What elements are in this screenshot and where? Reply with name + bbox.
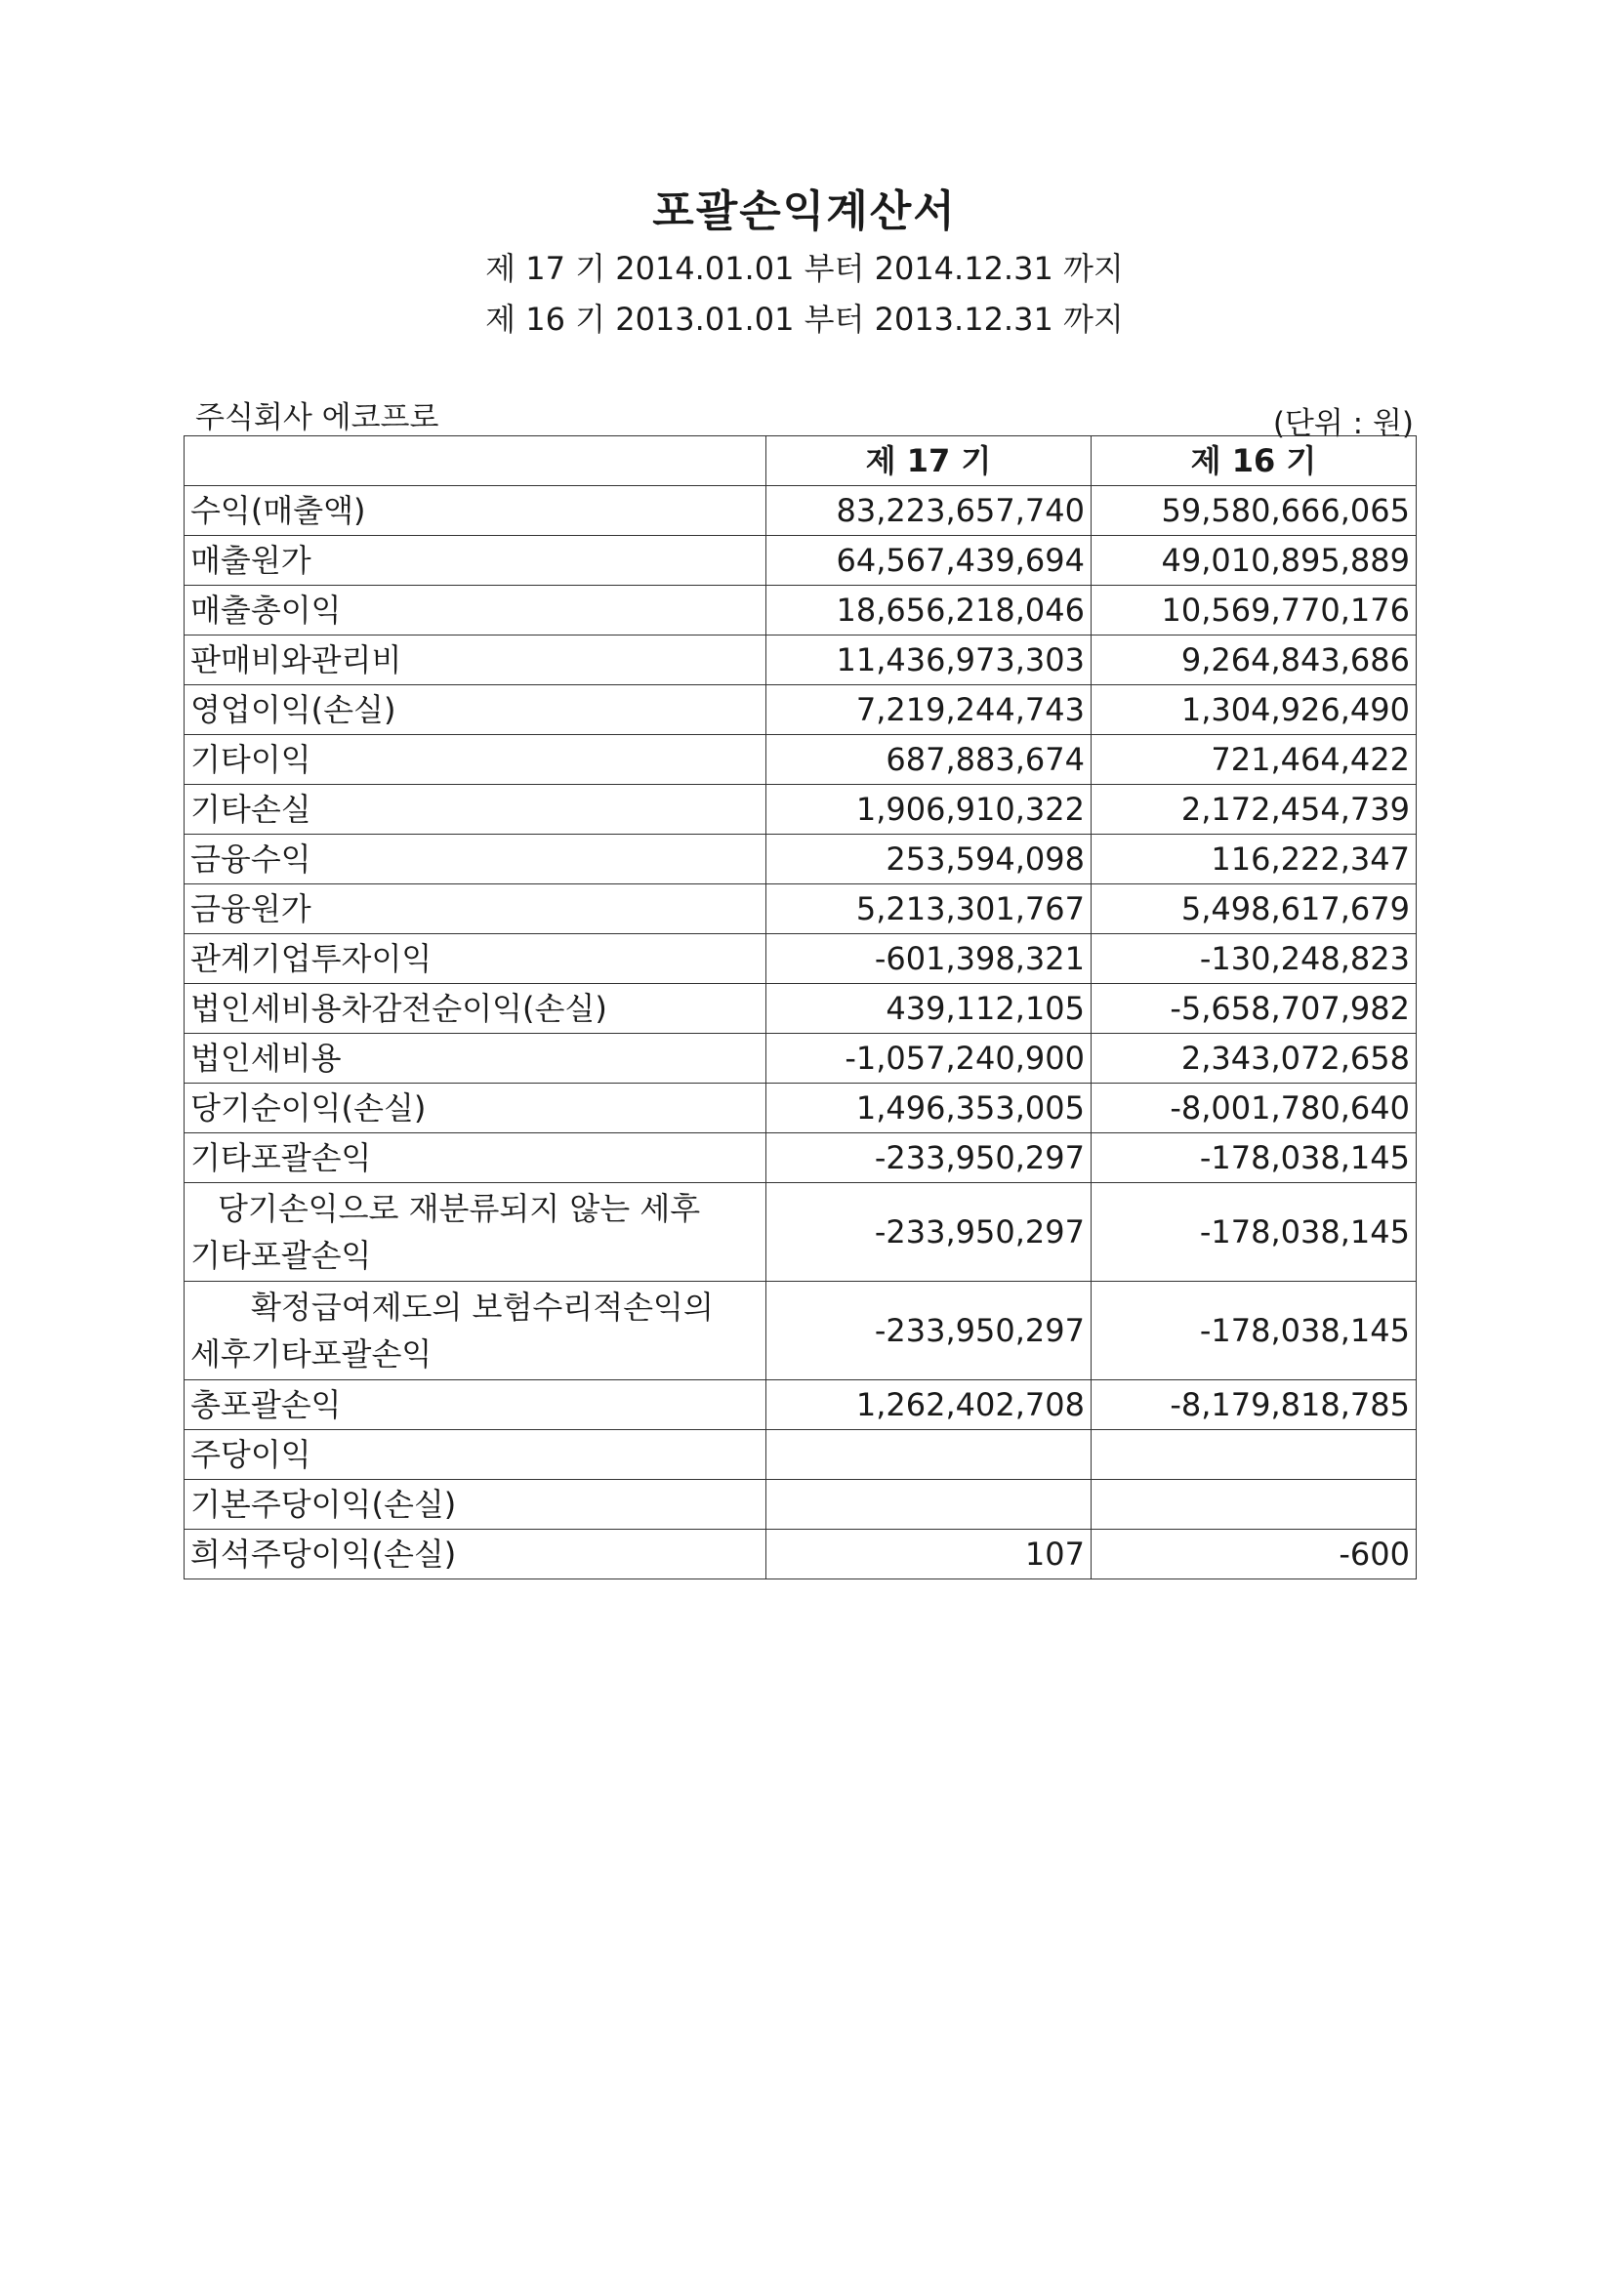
row-label: 기본주당이익(손실): [185, 1480, 766, 1530]
row-label: [185, 1282, 766, 1380]
period-prior: 제 16 기 2013.01.01 부터 2013.12.31 까지: [485, 301, 1124, 338]
header-current-period: 제 17 기: [766, 436, 1092, 486]
row-current-value: -1,057,240,900: [766, 1034, 1092, 1084]
table-row: [185, 636, 1417, 685]
table-row: [185, 1034, 1417, 1084]
row-prior-value: 5,498,617,679: [1092, 884, 1417, 934]
row-prior-value: 2,343,072,658: [1092, 1034, 1417, 1084]
row-prior-value: -178,038,145: [1092, 1133, 1417, 1183]
row-prior-value: 1,304,926,490: [1092, 685, 1417, 735]
row-prior-value: -8,179,818,785: [1092, 1380, 1417, 1430]
row-label: 기타포괄손익: [185, 1133, 766, 1183]
row-current-value: 1,262,402,708: [766, 1380, 1092, 1430]
table-row: [185, 785, 1417, 835]
row-prior-value: -5,658,707,982: [1092, 984, 1417, 1034]
row-prior-value: 9,264,843,686: [1092, 636, 1417, 685]
row-label-line-2: 기타포괄손익: [190, 1237, 372, 1274]
row-current-value: 5,213,301,767: [766, 884, 1092, 934]
company-name: 주식회사 에코프로: [195, 400, 439, 435]
row-label-line-1: 당기손익으로 재분류되지 않는 세후: [218, 1190, 701, 1227]
row-prior-value: [1092, 1430, 1417, 1480]
row-current-value: 687,883,674: [766, 735, 1092, 785]
row-current-value: 1,496,353,005: [766, 1084, 1092, 1133]
row-current-value: 83,223,657,740: [766, 486, 1092, 536]
row-label: 당기순이익(손실): [185, 1084, 766, 1133]
row-label: 금융수익: [185, 835, 766, 884]
table-row: [185, 934, 1417, 984]
table-row: [185, 1380, 1417, 1430]
table-row: [185, 1430, 1417, 1480]
row-label: 법인세비용차감전순이익(손실): [185, 984, 766, 1034]
table-row: [185, 1084, 1417, 1133]
row-current-value: 64,567,439,694: [766, 536, 1092, 586]
row-label: 매출총이익: [185, 586, 766, 636]
table-row: [185, 1282, 1417, 1380]
table-row: [185, 984, 1417, 1034]
row-prior-value: -130,248,823: [1092, 934, 1417, 984]
row-current-value: 107: [766, 1530, 1092, 1579]
row-label: 기타손실: [185, 785, 766, 835]
table-row: [185, 1133, 1417, 1183]
row-label-line-1: 확정급여제도의 보험수리적손익의: [251, 1289, 714, 1326]
header-label: [185, 436, 766, 486]
document-title: 포괄손익계산서: [652, 186, 957, 236]
row-label: 관계기업투자이익: [185, 934, 766, 984]
income-statement-table: [184, 435, 1417, 1579]
period-current: 제 17 기 2014.01.01 부터 2014.12.31 까지: [485, 250, 1124, 287]
row-prior-value: 10,569,770,176: [1092, 586, 1417, 636]
row-prior-value: 2,172,454,739: [1092, 785, 1417, 835]
row-label: 기타이익: [185, 735, 766, 785]
table-row: [185, 586, 1417, 636]
row-prior-value: 116,222,347: [1092, 835, 1417, 884]
table-row: [185, 536, 1417, 586]
row-current-value: -233,950,297: [766, 1133, 1092, 1183]
row-current-value: 253,594,098: [766, 835, 1092, 884]
row-label: [185, 1183, 766, 1282]
row-label: 법인세비용: [185, 1034, 766, 1084]
table-row: [185, 1480, 1417, 1530]
row-label-line-2: 세후기타포괄손익: [190, 1335, 433, 1373]
row-current-value: [766, 1430, 1092, 1480]
row-label: 영업이익(손실): [185, 685, 766, 735]
table-header-row: [185, 436, 1417, 486]
row-label: 금융원가: [185, 884, 766, 934]
table-row: [185, 486, 1417, 536]
row-prior-value: -8,001,780,640: [1092, 1084, 1417, 1133]
row-current-value: [766, 1480, 1092, 1530]
row-current-value: 439,112,105: [766, 984, 1092, 1034]
table-row: [185, 685, 1417, 735]
row-prior-value: 721,464,422: [1092, 735, 1417, 785]
row-current-value: -601,398,321: [766, 934, 1092, 984]
row-label: 수익(매출액): [185, 486, 766, 536]
row-current-value: -233,950,297: [766, 1183, 1092, 1282]
header-prior-period: 제 16 기: [1092, 436, 1417, 486]
row-current-value: 7,219,244,743: [766, 685, 1092, 735]
row-prior-value: -178,038,145: [1092, 1183, 1417, 1282]
row-current-value: 18,656,218,046: [766, 586, 1092, 636]
row-prior-value: -178,038,145: [1092, 1282, 1417, 1380]
table-row: [185, 1183, 1417, 1282]
row-label: 희석주당이익(손실): [185, 1530, 766, 1579]
table-row: [185, 1530, 1417, 1579]
table-row: [185, 835, 1417, 884]
table-row: [185, 884, 1417, 934]
row-label: 주당이익: [185, 1430, 766, 1480]
row-current-value: 11,436,973,303: [766, 636, 1092, 685]
row-prior-value: 49,010,895,889: [1092, 536, 1417, 586]
unit-label: (단위 : 원): [1272, 406, 1414, 441]
table-row: [185, 735, 1417, 785]
row-label: 매출원가: [185, 536, 766, 586]
row-current-value: -233,950,297: [766, 1282, 1092, 1380]
row-label: 판매비와관리비: [185, 636, 766, 685]
row-prior-value: [1092, 1480, 1417, 1530]
row-prior-value: 59,580,666,065: [1092, 486, 1417, 536]
row-current-value: 1,906,910,322: [766, 785, 1092, 835]
row-label: 총포괄손익: [185, 1380, 766, 1430]
row-prior-value: -600: [1092, 1530, 1417, 1579]
